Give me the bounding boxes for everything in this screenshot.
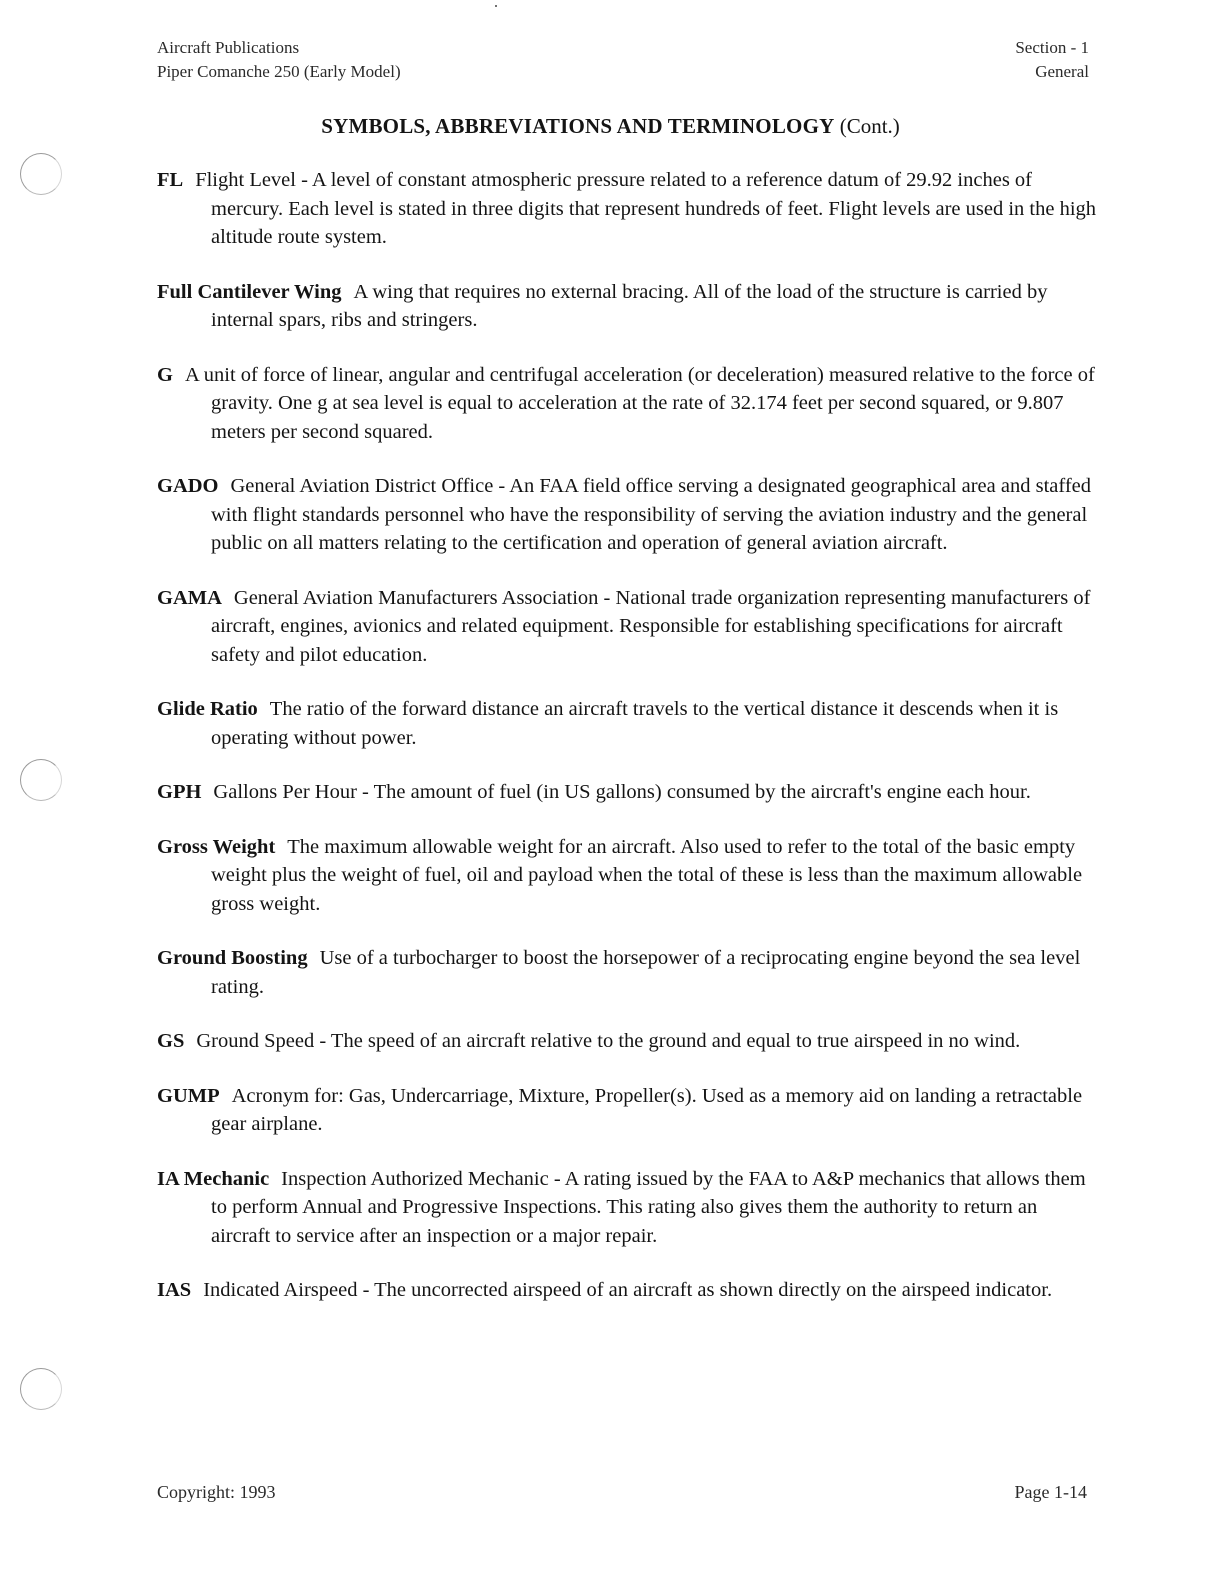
glossary-list — [157, 166, 1097, 1331]
glossary-definition: Flight Level - A level of constant atmospheric pressure related to a reference datum of 29.92 inches of mercury. Each level is stated in three digits that represent hundreds of feet. Flight levels are used in the high altitude route system. — [195, 169, 1097, 248]
glossary-definition: The ratio of the forward distance an aircraft travels to the vertical distance it descends when it is operating without power. — [211, 698, 1059, 749]
aircraft-model: Piper Comanche 250 (Early Model) — [157, 62, 401, 81]
running-header-right — [1015, 36, 1089, 84]
glossary-entry — [157, 833, 1097, 919]
glossary-term: Full Cantilever Wing — [157, 280, 342, 303]
glossary-term: Ground Boosting — [157, 947, 308, 969]
copyright-notice: Copyright: 1993 — [157, 1482, 276, 1502]
glossary-term: GAMA — [157, 586, 222, 609]
glossary-definition: A unit of force of linear, angular and centrifugal acceleration (or deceleration) measured relative to the force of gravity. One g at sea level is equal to acceleration at the rate of 32.174 feet per second squared, or 9.807 meters per second squared. — [184, 363, 1095, 443]
glossary-entry — [157, 695, 1097, 752]
glossary-entry — [157, 1165, 1097, 1251]
page-title-suffix: (Cont.) — [839, 114, 900, 138]
glossary-definition: Acronym for: Gas, Undercarriage, Mixture, Propeller(s). Used as a memory aid on landing a retractable gear airplane. — [211, 1084, 1083, 1135]
glossary-term: FL — [157, 169, 184, 191]
punch-hole — [20, 1368, 62, 1410]
glossary-term: GPH — [157, 781, 202, 803]
glossary-definition: Ground Speed - The speed of an aircraft relative to the ground and equal to true airspeed in no wind. — [196, 1030, 1021, 1052]
glossary-definition: A wing that requires no external bracing. All of the load of the structure is carried by internal spars, ribs and stringers. — [211, 280, 1048, 331]
section-name: General — [1035, 62, 1089, 81]
glossary-entry — [157, 1276, 1097, 1305]
publisher-name: Aircraft Publications — [157, 38, 300, 57]
glossary-term: GS — [157, 1030, 185, 1052]
glossary-term: GADO — [157, 475, 219, 497]
glossary-definition: Use of a turbocharger to boost the horsepower of a reciprocating engine beyond the sea level rating. — [211, 947, 1081, 998]
glossary-entry — [157, 1027, 1097, 1056]
page-title — [0, 112, 1221, 140]
glossary-definition: The maximum allowable weight for an aircraft. Also used to refer to the total of the basic empty weight plus the weight of fuel, oil and payload when the total of these is less than the maximum allowable gross weight. — [211, 835, 1083, 915]
punch-hole — [20, 759, 62, 801]
glossary-entry — [157, 778, 1097, 807]
glossary-entry — [157, 472, 1097, 558]
glossary-entry — [157, 361, 1097, 447]
glossary-term: G — [157, 363, 173, 386]
glossary-definition: Gallons Per Hour - The amount of fuel (in US gallons) consumed by the aircraft's engine each hour. — [213, 781, 1031, 803]
glossary-entry — [157, 944, 1097, 1001]
glossary-term: Glide Ratio — [157, 698, 258, 720]
glossary-entry — [157, 278, 1097, 335]
glossary-definition: General Aviation District Office - An FAA field office serving a designated geographical area and staffed with flight standards personnel who have the responsibility of serving the aviation industry and the general public on all matters relating to the certification and operation of general aviation aircraft. — [211, 475, 1092, 554]
page-number: Page 1-14 — [1014, 1482, 1087, 1502]
glossary-term: IA Mechanic — [157, 1167, 270, 1190]
scan-speck — [495, 5, 497, 7]
glossary-entry — [157, 1082, 1097, 1139]
glossary-definition: General Aviation Manufacturers Association - National trade organization representing manufacturers of aircraft, engines, avionics and related equipment. Responsible for establishing specifications for aircraft safety and pilot education. — [211, 586, 1091, 666]
glossary-definition: Indicated Airspeed - The uncorrected airspeed of an aircraft as shown directly on the airspeed indicator. — [203, 1279, 1053, 1301]
glossary-definition: Inspection Authorized Mechanic - A rating issued by the FAA to A&P mechanics that allows them to perform Annual and Progressive Inspections. This rating also gives them the authority to return an aircraft to service after an inspection or a major repair. — [211, 1167, 1086, 1247]
glossary-entry — [157, 166, 1097, 252]
page-title-main: SYMBOLS, ABBREVIATIONS AND TERMINOLOGY — [321, 114, 835, 138]
running-header-left — [157, 36, 401, 84]
punch-hole — [20, 153, 62, 195]
glossary-term: GUMP — [157, 1084, 220, 1107]
glossary-entry — [157, 584, 1097, 670]
glossary-term: Gross Weight — [157, 835, 276, 858]
glossary-term: IAS — [157, 1279, 192, 1301]
section-number: Section - 1 — [1015, 38, 1089, 57]
